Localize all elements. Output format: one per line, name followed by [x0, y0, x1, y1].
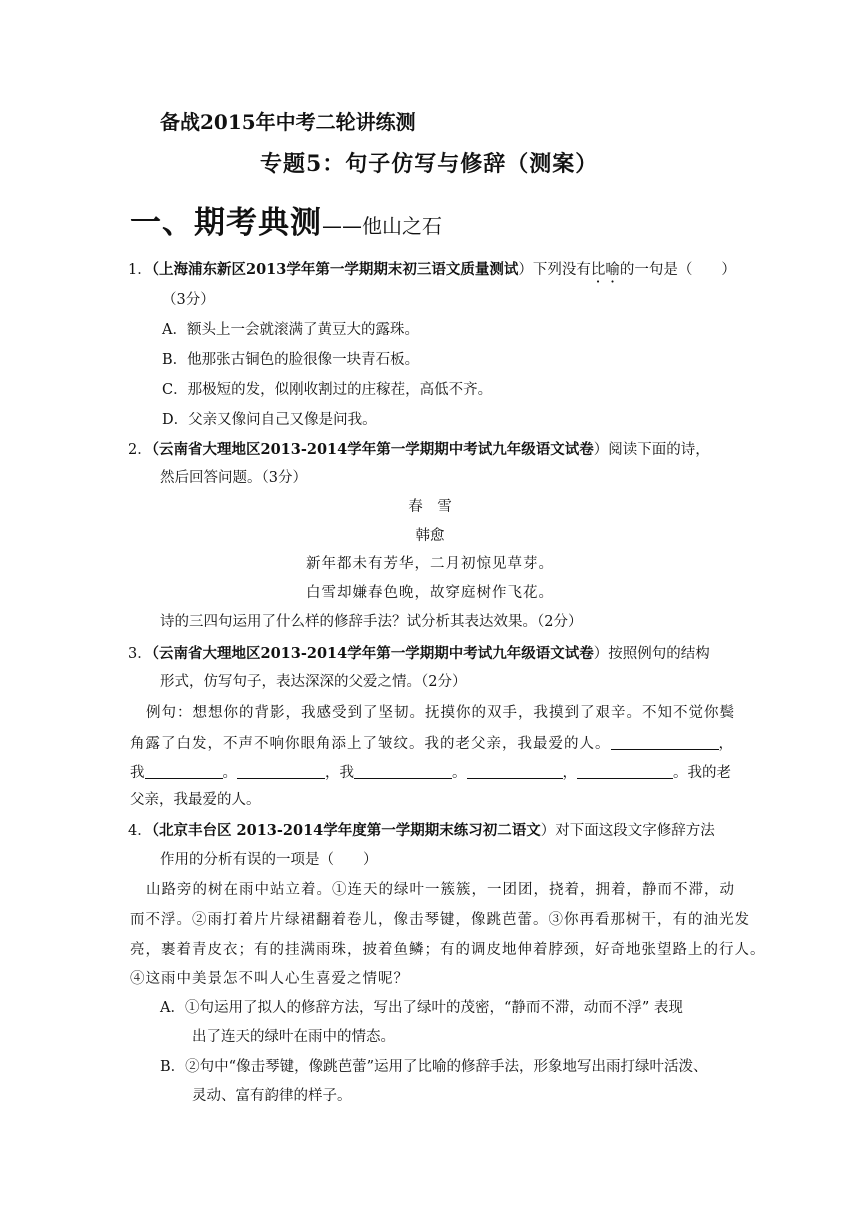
example-sentence-line-2: [130, 733, 734, 754]
document-top-title: 备战2015年中考二轮讲练测: [160, 110, 416, 134]
question-2-line-1: [128, 440, 710, 460]
question-2-sub-question: 诗的三四句运用了什么样的修辞手法？试分析其表达效果。（2分）: [160, 614, 583, 630]
question-1-number: 1．: [128, 262, 152, 278]
question-1-option-a: A．额头上一会就滚满了黄豆大的露珠。: [162, 322, 419, 338]
section-heading-sub: ——他山之石: [322, 214, 442, 238]
question-1-score: （3分）: [162, 292, 215, 308]
question-2-line-2: 然后回答问题。（3分）: [160, 470, 307, 486]
answer-line: [130, 762, 731, 783]
question-4-option-b-line-1: B．②句中“像击琴键，像跳芭蕾”运用了比喻的修辞手法，形象地写出雨打绿叶活泼、: [160, 1059, 708, 1075]
emphasis-char: 喻: [605, 262, 620, 278]
document-subtitle: 专题5：句子仿写与修辞（测案）: [260, 151, 599, 177]
poem-line-2: 白雪却嫌春色晚，故穿庭树作飞花。: [306, 585, 554, 601]
question-3-source: （云南省大理地区2013-2014学年第一学期期中考试九年级语文试卷: [151, 645, 594, 662]
question-3-line-2: 形式，仿写句子，表达深深的父爱之情。（2分）: [160, 674, 467, 690]
question-4-option-a-line-1: A．①句运用了拟人的修辞方法，写出了绿叶的茂密，“静而不滞，动而不浮” 表现: [160, 1000, 683, 1016]
answer-line-end: 父亲，我最爱的人。: [130, 792, 261, 808]
question-4-option-b-line-2: 灵动、富有韵律的样子。: [192, 1088, 352, 1104]
question-2-prompt: ）阅读下面的诗，: [593, 442, 710, 458]
poem-line-1: 新年都未有芳华，二月初惊见草芽。: [306, 556, 554, 572]
section-heading-main: 一、期考典测: [130, 205, 322, 241]
question-2-source: （云南省大理地区2013-2014学年第一学期期中考试九年级语文试卷: [151, 441, 594, 458]
section-heading: [130, 197, 442, 242]
question-1-prompt-end: 的一句是（ ）: [619, 262, 736, 278]
punctuation: 。: [222, 765, 237, 781]
punctuation: 。: [452, 765, 467, 781]
poem-title: 春 雪: [408, 499, 452, 515]
question-4-option-a-line-2: 出了连天的绿叶在雨中的情态。: [192, 1029, 395, 1045]
question-1-option-c: C．那极短的发，似刚收割过的庄稼茬，高低不齐。: [162, 382, 493, 398]
example-sentence-line-1: 例句：想想你的背影，我感受到了坚韧。抚摸你的双手，我摸到了艰辛。不知不觉你鬓: [146, 705, 735, 721]
question-3-number: 3．: [128, 646, 152, 662]
passage-line-3: 亮，裹着青皮衣；有的挂满雨珠，披着鱼鳞；有的调皮地伸着脖颈，好奇地张望路上的行人。: [130, 942, 766, 958]
question-4-line-2: 作用的分析有误的一项是（ ）: [160, 852, 378, 868]
question-3-line-1: [128, 644, 710, 664]
question-1-prompt: ）下列没有: [518, 262, 591, 278]
question-4-source: （北京丰台区 2013-2014学年度第一学期期末练习初二语文: [151, 822, 541, 839]
answer-blank-4[interactable]: [354, 762, 452, 779]
answer-blank-1[interactable]: [611, 733, 719, 750]
punctuation: ，: [718, 736, 734, 752]
question-1-option-b: B．他那张古铜色的脸很像一块青石板。: [162, 352, 420, 368]
emphasis-char: 比: [590, 262, 606, 278]
word-me: 我: [130, 765, 145, 781]
example-sentence-text: 角露了白发，不声不响你眼角添上了皱纹。我的老父亲，我最爱的人。: [130, 736, 611, 752]
question-4-prompt: ）对下面这段文字修辞方法: [540, 823, 715, 839]
poem-author: 韩愈: [415, 528, 445, 544]
question-1-line-1: [128, 260, 736, 280]
question-3-prompt: ）按照例句的结构: [593, 646, 710, 662]
passage-line-2: 而不浮。②雨打着片片绿裙翻着卷儿，像击琴键，像跳芭蕾。③你再看那树干，有的油光发: [130, 912, 750, 928]
question-1-option-d: D．父亲又像问自己又像是问我。: [162, 412, 377, 428]
punctuation: ，: [325, 765, 340, 781]
answer-blank-3[interactable]: [237, 762, 325, 779]
answer-blank-5[interactable]: [467, 762, 563, 779]
question-1-source: （上海浦东新区2013学年第一学期期末初三语文质量测试: [151, 261, 519, 278]
punctuation: ，: [562, 765, 577, 781]
passage-line-1: 山路旁的树在雨中站立着。①连天的绿叶一簇簇，一团团，挠着，拥着，静而不滞，动: [146, 882, 735, 898]
passage-line-4: ④这雨中美景怎不叫人心生喜爱之情呢？: [130, 971, 409, 987]
answer-blank-6[interactable]: [577, 762, 673, 779]
question-4-number: 4．: [128, 823, 152, 839]
answer-line-tail: 。我的老: [673, 765, 731, 781]
word-me: 我: [339, 765, 354, 781]
answer-blank-2[interactable]: [145, 762, 223, 779]
question-2-number: 2．: [128, 442, 152, 458]
question-4-line-1: [128, 821, 715, 841]
